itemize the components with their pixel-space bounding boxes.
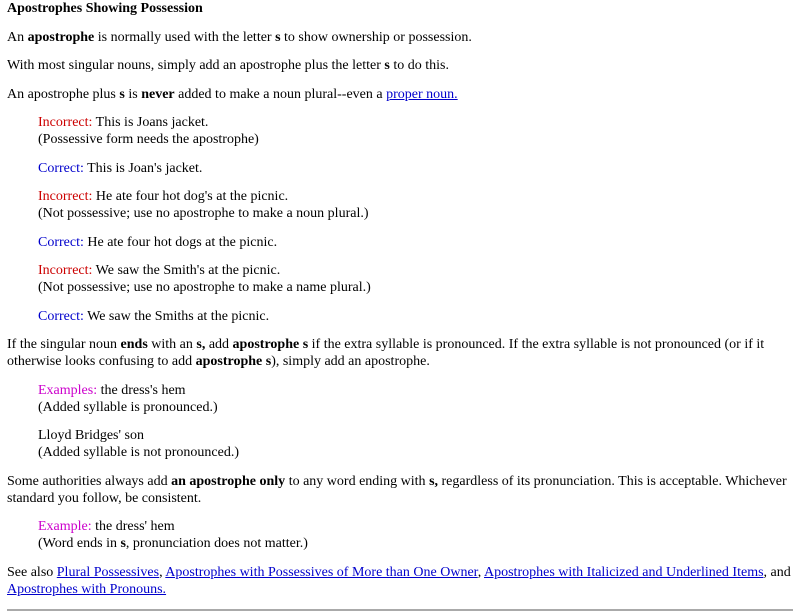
example-item: Incorrect: This is Joans jacket. (Possessive form needs the apostrophe) — [38, 115, 259, 147]
intro-paragraph-1: An apostrophe is normally used with the letter s to show ownership or possession. — [7, 29, 472, 45]
example-item: Correct: We saw the Smiths at the picnic. — [38, 308, 270, 324]
rule-paragraph-authorities: Some authorities always add an apostrophe only to any word ending with s, regardless of its pronunciation. This is acceptable. Whichever standard you follow, be consistent. — [7, 473, 787, 506]
pronouns-link[interactable]: Apostrophes with Pronouns. — [7, 581, 167, 597]
rule-paragraph-ends-with-s: If the singular noun ends with an s, add apostrophe s if the extra syllable is pronounced. If the extra syllable is not pronounced (or if it otherwise looks confusing to add apostrophe s), simply add an apostrophe. — [7, 337, 765, 369]
multiple-owners-link[interactable]: Apostrophes with Possessives of More than One Owner — [165, 564, 478, 580]
see-also: See also Plural Possessives, Apostrophes with Possessives of More than One Owner, Apostrophes with Italicized and Underlined Items, and Apostrophes with Pronouns. — [7, 564, 791, 597]
example-item: Example: the dress' hem (Word ends in s, pronunciation does not matter.) — [38, 519, 308, 551]
page-title: Apostrophes Showing Possession — [7, 1, 203, 16]
italicized-underlined-link[interactable]: Apostrophes with Italicized and Underlined Items — [484, 564, 764, 580]
example-item: Incorrect: He ate four hot dog's at the picnic. (Not possessive; use no apostrophe to make a noun plural.) — [38, 189, 369, 221]
plural-possessives-link[interactable]: Plural Possessives — [56, 564, 160, 580]
intro-paragraph-3: An apostrophe plus s is never added to make a noun plural--even a proper noun. — [7, 86, 458, 102]
example-item: Examples: the dress's hem (Added syllable is pronounced.) — [38, 382, 218, 415]
example-item: Incorrect: We saw the Smith's at the picnic. (Not possessive; use no apostrophe to make a name plural.) — [38, 263, 371, 295]
proper-noun-link[interactable]: proper noun. — [386, 86, 458, 102]
example-item: Lloyd Bridges' son (Added syllable is not pronounced.) — [38, 428, 240, 460]
intro-paragraph-2: With most singular nouns, simply add an apostrophe plus the letter s to do this. — [7, 58, 449, 73]
example-item: Correct: He ate four hot dogs at the picnic. — [38, 234, 278, 250]
example-item: Correct: This is Joan's jacket. — [38, 160, 203, 176]
